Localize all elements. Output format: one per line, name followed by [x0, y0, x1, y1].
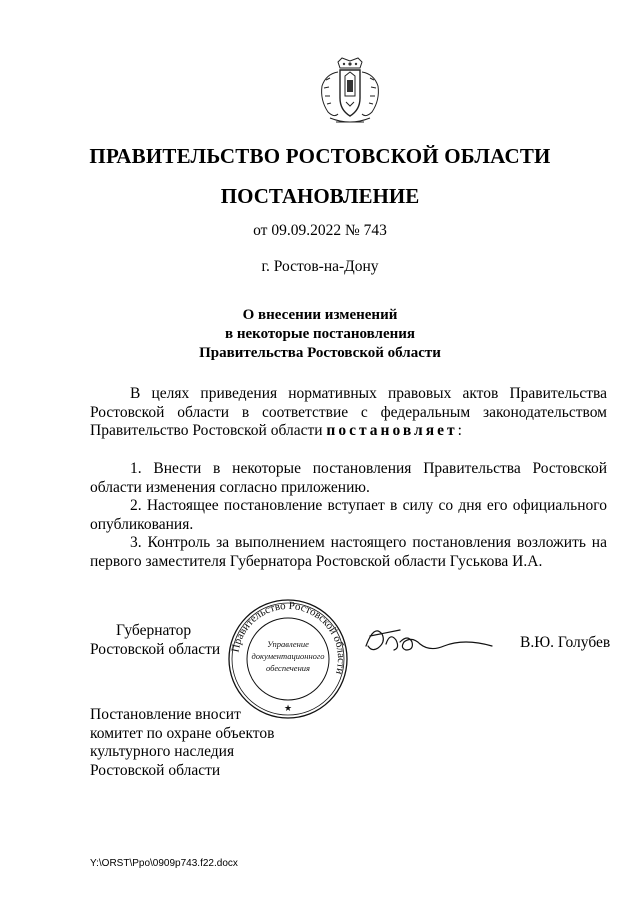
- document-city: г. Ростов-на-Дону: [261, 258, 379, 275]
- resolution-item-1: 1. Внести в некоторые постановления Правительства Ростовской области изменения согласно приложению.: [90, 460, 607, 496]
- subject-line: в некоторые постановления: [224, 326, 416, 342]
- handwritten-signature: [360, 616, 500, 664]
- official-stamp: [226, 597, 350, 721]
- note-line: комитет по охране объектов: [90, 724, 275, 742]
- resolution-item-3: 3. Контроль за выполнением настоящего постановления возложить на первого заместителя Губернатора Ростовской области Гуськова И.А.: [90, 534, 607, 570]
- document-subject: [0, 306, 640, 363]
- subject-line: Правительства Ростовской области: [199, 345, 441, 361]
- organization-title: ПРАВИТЕЛЬСТВО РОСТОВСКОЙ ОБЛАСТИ: [89, 144, 551, 168]
- stamp-outer-text: Правительство Ростовской области: [229, 599, 348, 676]
- signatory-title-line: Губернатор: [116, 622, 192, 639]
- note-line: культурного наследия: [90, 743, 235, 760]
- file-path: Y:\ORST\Ppo\0909p743.f22.docx: [90, 858, 238, 869]
- decree-word: постановляет: [326, 422, 458, 439]
- stamp-inner-text: Управление: [267, 639, 309, 649]
- subject-line: О внесении изменений: [242, 307, 398, 323]
- stamp-star-icon: ★: [283, 703, 293, 713]
- document-type-heading: ПОСТАНОВЛЕНИЕ: [220, 184, 420, 208]
- rostov-coat-of-arms-icon: [316, 56, 384, 128]
- preamble-paragraph: [90, 385, 607, 441]
- stamp-inner-text: обеспечения: [265, 663, 311, 673]
- preamble-text: В целях приведения нормативных правовых актов Правительства Ростовской области в соответствие с федеральным законодательством Правительство Ростовской области: [90, 385, 607, 439]
- preamble-end: :: [457, 422, 462, 439]
- signatory-title: [90, 622, 220, 659]
- note-line: Ростовской области: [90, 761, 221, 779]
- signatory-name: В.Ю. Голубев: [520, 634, 611, 651]
- document-date-number: от 09.09.2022 № 743: [253, 222, 387, 239]
- submitted-by-note: [90, 706, 274, 780]
- note-line: Постановление вносит: [90, 706, 241, 723]
- stamp-inner-text: документационного: [251, 651, 325, 661]
- resolution-item-2: 2. Настоящее постановление вступает в силу со дня его официального опубликования.: [90, 497, 607, 533]
- signatory-title-line: Ростовской области: [90, 640, 221, 658]
